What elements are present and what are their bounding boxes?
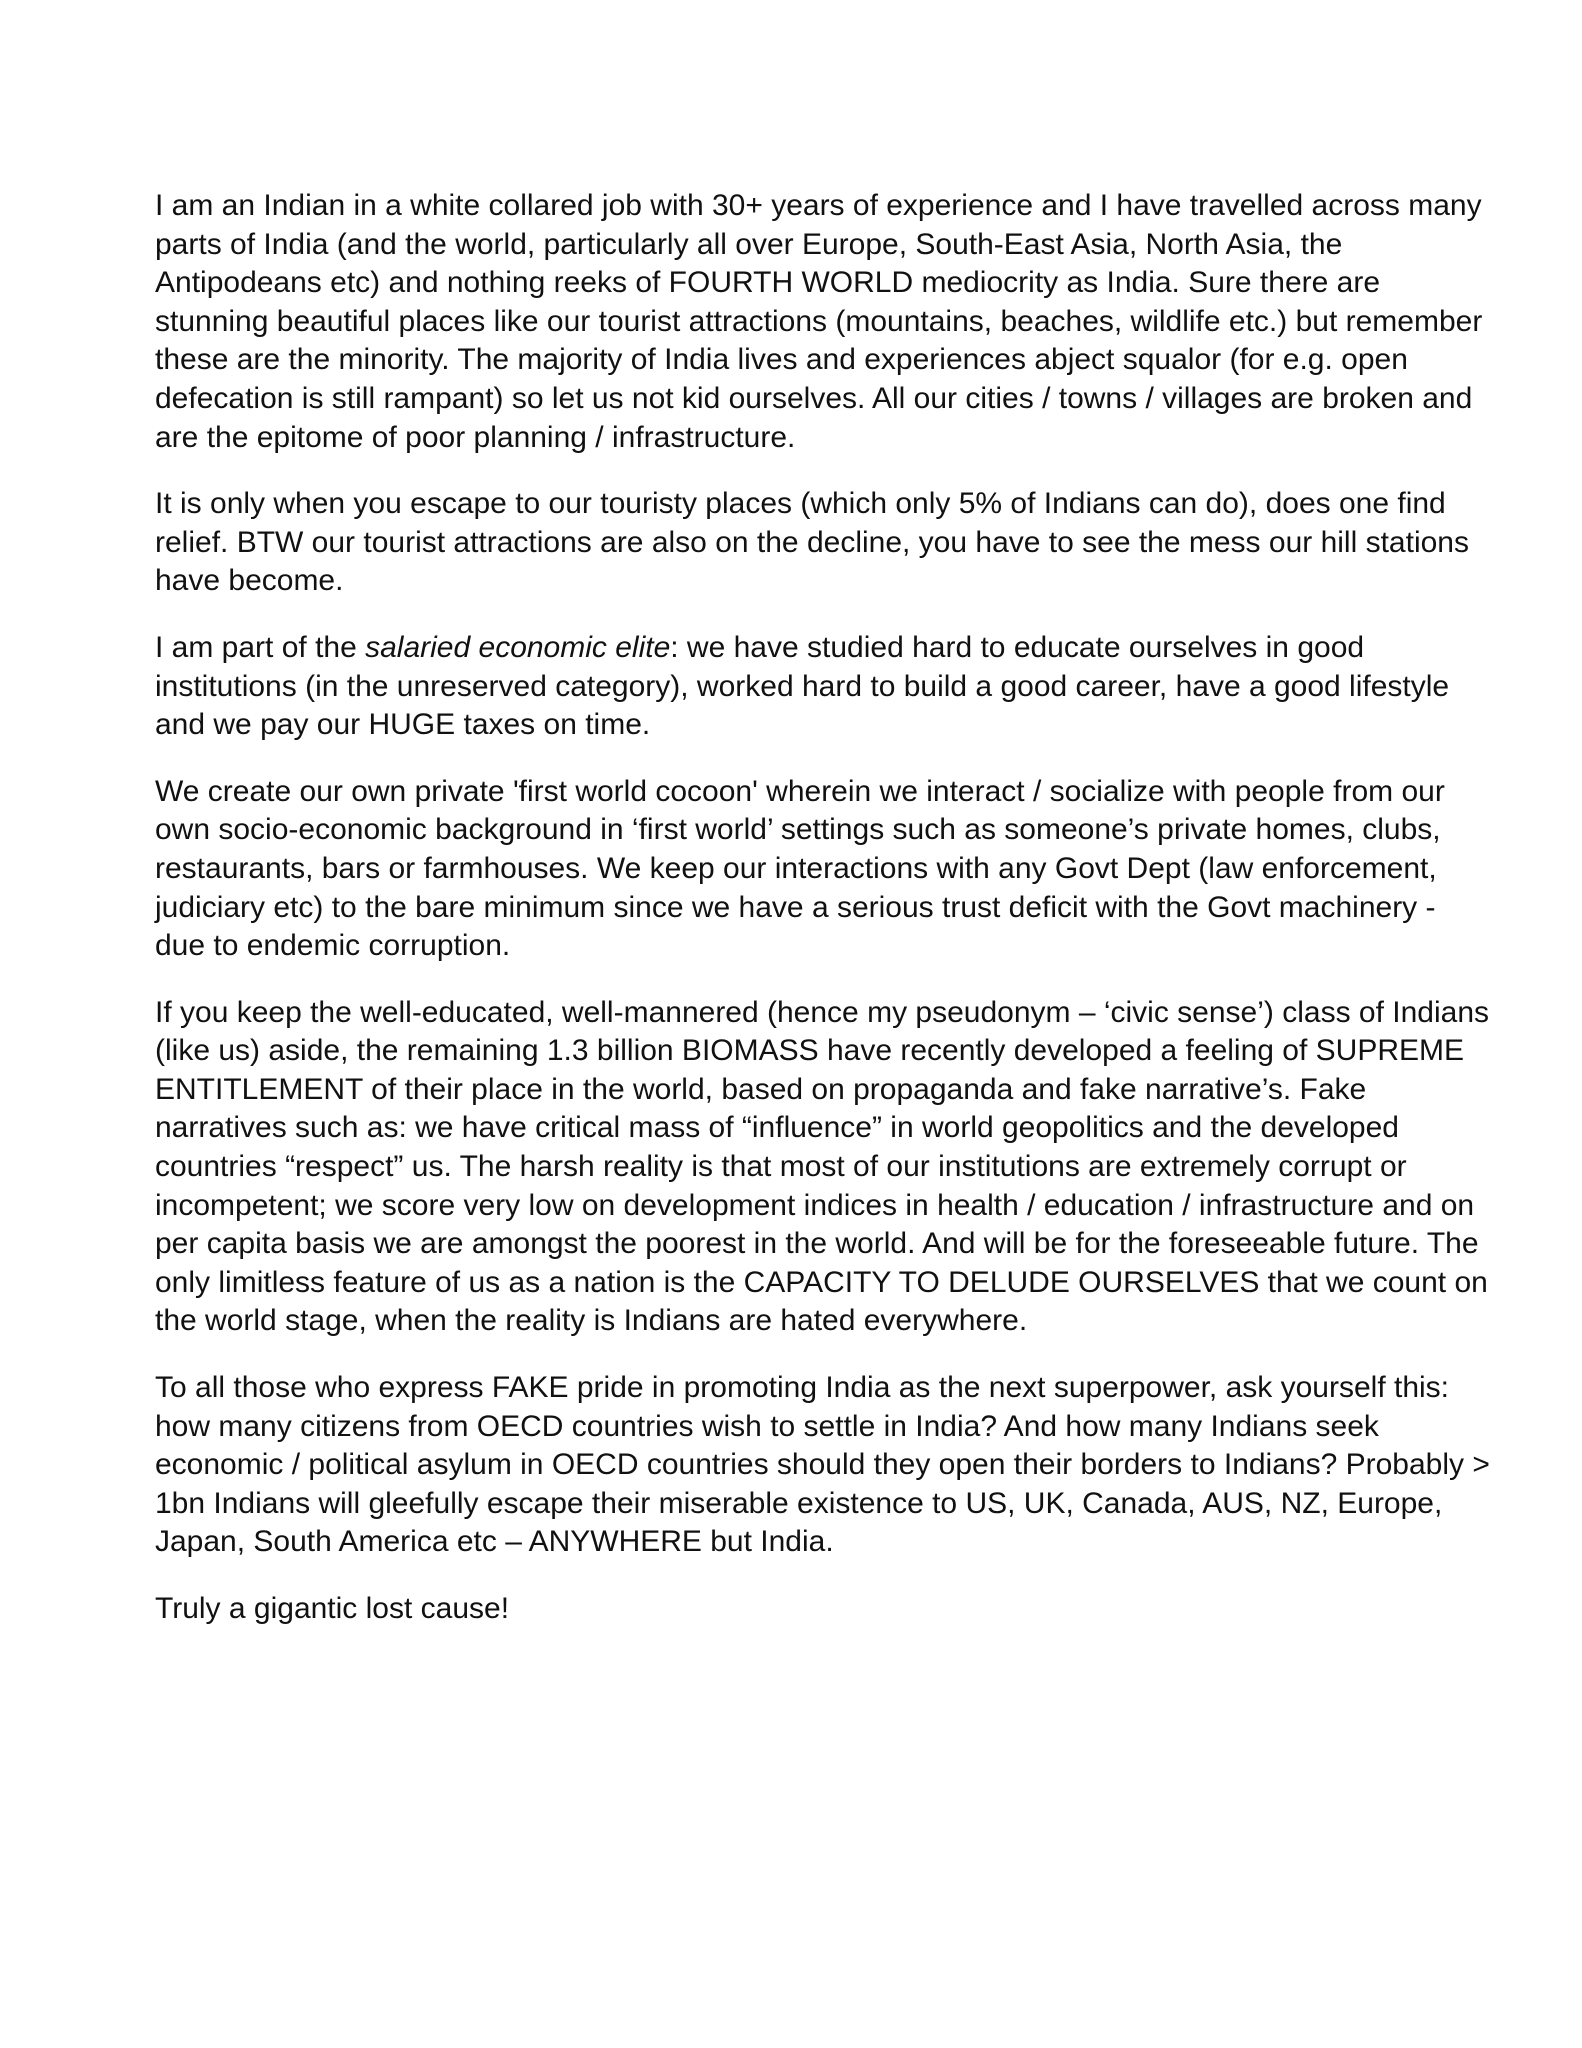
- paragraph: [155, 1369, 1493, 1562]
- text-segment: It is only when you escape to our touristy places (which only 5% of Indians can do), does one find relief. BTW our tourist attractions are also on the decline, you have to see the mess our hill stations have become.: [155, 487, 1469, 598]
- italic-text-segment: salaried economic elite: [365, 630, 671, 664]
- paragraph: [155, 773, 1493, 966]
- text-segment: To all those who express FAKE pride in promoting India as the next superpower, ask yourself this: how many citizens from OECD countries wish to settle in India? And how many Indians seek economic / political asylum in OECD countries should they open their borders to Indians? Probably > 1bn Indians will gleefully escape their miserable existence to US, UK, Canada, AUS, NZ, Europe, Japan, South America etc – ANYWHERE but India.: [155, 1371, 1490, 1559]
- text-segment: I am an Indian in a white collared job with 30+ years of experience and I have travelled across many parts of India (and the world, particularly all over Europe, South-East Asia, North Asia, the Antipodeans etc) and nothing reeks of FOURTH WORLD mediocrity as India. Sure there are stunning beautiful places like our tourist attractions (mountains, beaches, wildlife etc.) but remember these are the minority. The majority of India lives and experiences abject squalor (for e.g. open defecation is still rampant) so let us not kid ourselves. All our cities / towns / villages are broken and are the epitome of poor planning / infrastructure.: [155, 189, 1483, 454]
- text-segment: I am part of the: [155, 630, 366, 664]
- paragraph: [155, 485, 1493, 601]
- text-segment: If you keep the well-educated, well-mannered (hence my pseudonym – ‘civic sense’) class of Indians (like us) aside, the remaining 1.3 billion BIOMASS have recently developed a feeling of SUPREME ENTITLEMENT of their place in the world, based on propaganda and fake narrative’s. Fake narratives such as: we have critical mass of “influence” in world geopolitics and the developed countries “respect” us. The harsh reality is that most of our institutions are extremely corrupt or incompetent; we score very low on development indices in health / education / infrastructure and on per capita basis we are amongst the poorest in the world. And will be for the foreseeable future. The only limitless feature of us as a nation is the CAPACITY TO DELUDE OURSELVES that we count on the world stage, when the reality is Indians are hated everywhere.: [155, 995, 1490, 1338]
- paragraph: [155, 1590, 1493, 1629]
- paragraph: [155, 187, 1493, 457]
- text-segment: Truly a gigantic lost cause!: [155, 1592, 510, 1625]
- document-body: [155, 187, 1493, 1629]
- paragraph: [155, 629, 1493, 745]
- text-segment: : we have studied hard to educate ourselves in good institutions (in the unreserved category), worked hard to build a good career, have a good lifestyle and we pay our HUGE taxes on time.: [155, 630, 1450, 742]
- paragraph: [155, 994, 1493, 1341]
- text-segment: We create our own private 'first world cocoon' wherein we interact / socialize with people from our own socio-economic background in ‘first world’ settings such as someone’s private homes, clubs, restaurants, bars or farmhouses. We keep our interactions with any Govt Dept (law enforcement, judiciary etc) to the bare minimum since we have a serious trust deficit with the Govt machinery - due to endemic corruption.: [155, 774, 1445, 963]
